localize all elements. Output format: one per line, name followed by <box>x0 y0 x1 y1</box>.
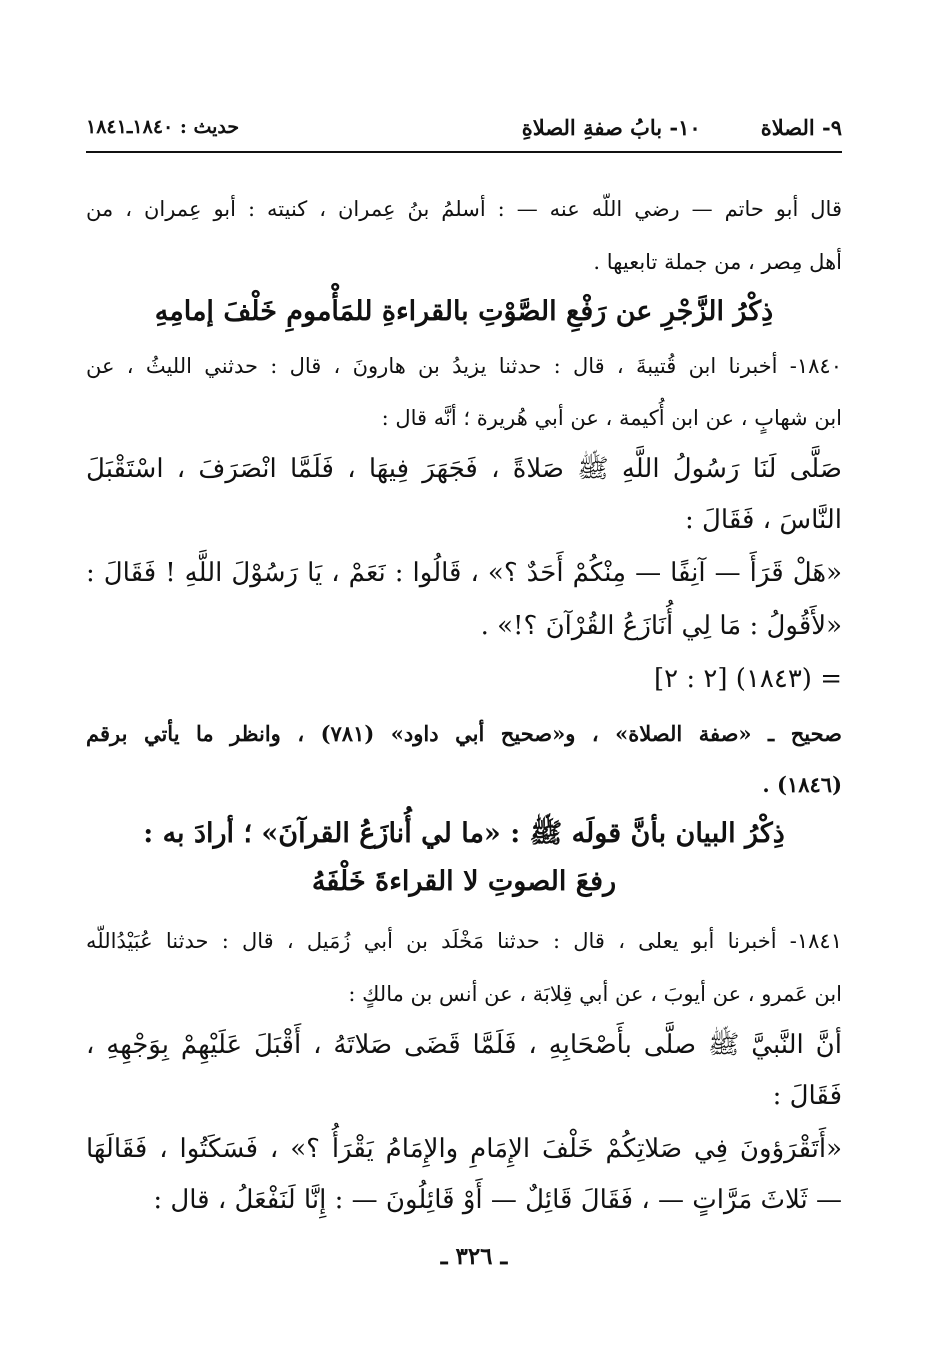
grading-1840-line-1: صحيح ـ «صفة الصلاة» ، و«صحيح أبي داود» (٧٨١) ، وانظر ما يأتي برقم <box>86 721 842 746</box>
chapter-title: ٩- الصلاة <box>760 114 842 140</box>
page-number: ـ ٣٢٦ ـ <box>440 1243 508 1270</box>
matn-1841-line-1: أنَّ النَّبيَّ ﷺ صلَّى بأَصْحَابِهِ ، فَلَمَّا قَضَى صَلاتَهُ ، أَقْبَلَ عَلَيْهِمْ بِوَجْهِهِ ، <box>86 1030 842 1060</box>
cross-reference-1840: = (١٨٤٣) [٢ : ٢] <box>653 664 842 694</box>
chapter-heading-1: ذِكْرُ الزَّجْرِ عن رَفْعِ الصَّوْتِ بالقراءةِ للمَأْمومِ خَلْفَ إمامِهِ <box>154 296 774 327</box>
header-rule <box>86 151 842 153</box>
chapter-heading-2-line-2: رفعَ الصوتِ لا القراءةَ خَلْفَهُ <box>311 866 617 897</box>
grading-1840-line-2: (١٨٤٦) . <box>762 772 842 797</box>
isnad-1840-line-1: ١٨٤٠- أخبرنا ابن قُتيبةَ ، قال : حدثنا يزيدُ بن هارونَ ، قال : حدثني الليثُ ، عن <box>86 354 842 378</box>
isnad-1841-line-2: ابن عَمرو ، عن أيوبَ ، عن أبي قِلابَة ، عن أنس بن مالكٍ : <box>348 982 842 1006</box>
matn-1841-line-3: «أَتَقْرَؤونَ فِي صَلاتِكُمْ خَلْفَ الإِمَامِ والإِمَامُ يَقْرَأُ ؟» ، فَسَكَتُوا ، فَقَالَهَا <box>86 1134 842 1164</box>
matn-1841-line-4: — ثَلاثَ مَرَّاتٍ — ، فَقَالَ قَائِلٌ — أَوْ قَائِلُونَ — : إِنَّا لَنَفْعَلُ ، قال : <box>153 1185 842 1215</box>
isnad-1840-line-2: ابن شهابٍ ، عن ابن أُكيمة ، عن أبي هُريرة ؛ أنَّه قال : <box>381 406 842 430</box>
section-title: ١٠- بابُ صفةِ الصلاةِ <box>521 114 701 140</box>
matn-1840-line-3: «هَلْ قَرَأَ — آنِفًا — مِنْكُمْ أَحَدٌ ؟» ، قَالُوا : نَعَمْ ، يَا رَسُوْلَ اللَّهِ ! فَقَالَ : <box>86 558 842 588</box>
narrator-note-line-1: قال أبو حاتم — رضي اللّه عنه — : أسلمُ بنُ عِمران ، كنيته : أبو عِمران ، من <box>86 197 842 221</box>
isnad-1841-line-1: ١٨٤١- أخبرنا أبو يعلى ، قال : حدثنا مَخْلَد بن أبي زُمَيل ، قال : حدثنا عُبَيْدُاللّه <box>86 929 842 953</box>
hadith-range: حديث : ١٨٤٠ـ١٨٤١ <box>86 116 240 138</box>
matn-1840-line-1: صَلَّى لَنَا رَسُولُ اللَّهِ ﷺ صَلاةً ، فَجَهَرَ فِيهَا ، فَلَمَّا انْصَرَفَ ، اسْتَقْبَلَ <box>86 454 842 484</box>
matn-1840-line-2: النَّاسَ ، فَقَالَ : <box>685 505 842 535</box>
running-header <box>86 110 842 144</box>
chapter-heading-2-line-1: ذِكْرُ البيان بأنَّ قولَه ﷺ : «ما لي أُنازَعُ القرآنَ» ؛ أرادَ به : <box>143 818 785 849</box>
matn-1840-line-4: «لأَقُولُ : مَا لِي أُنَازَعُ القُرْآنَ ؟!» . <box>480 611 842 641</box>
narrator-note-line-2: أهل مِصر ، من جملة تابعيها . <box>593 250 842 274</box>
matn-1841-line-2: فَقَالَ : <box>772 1081 842 1111</box>
